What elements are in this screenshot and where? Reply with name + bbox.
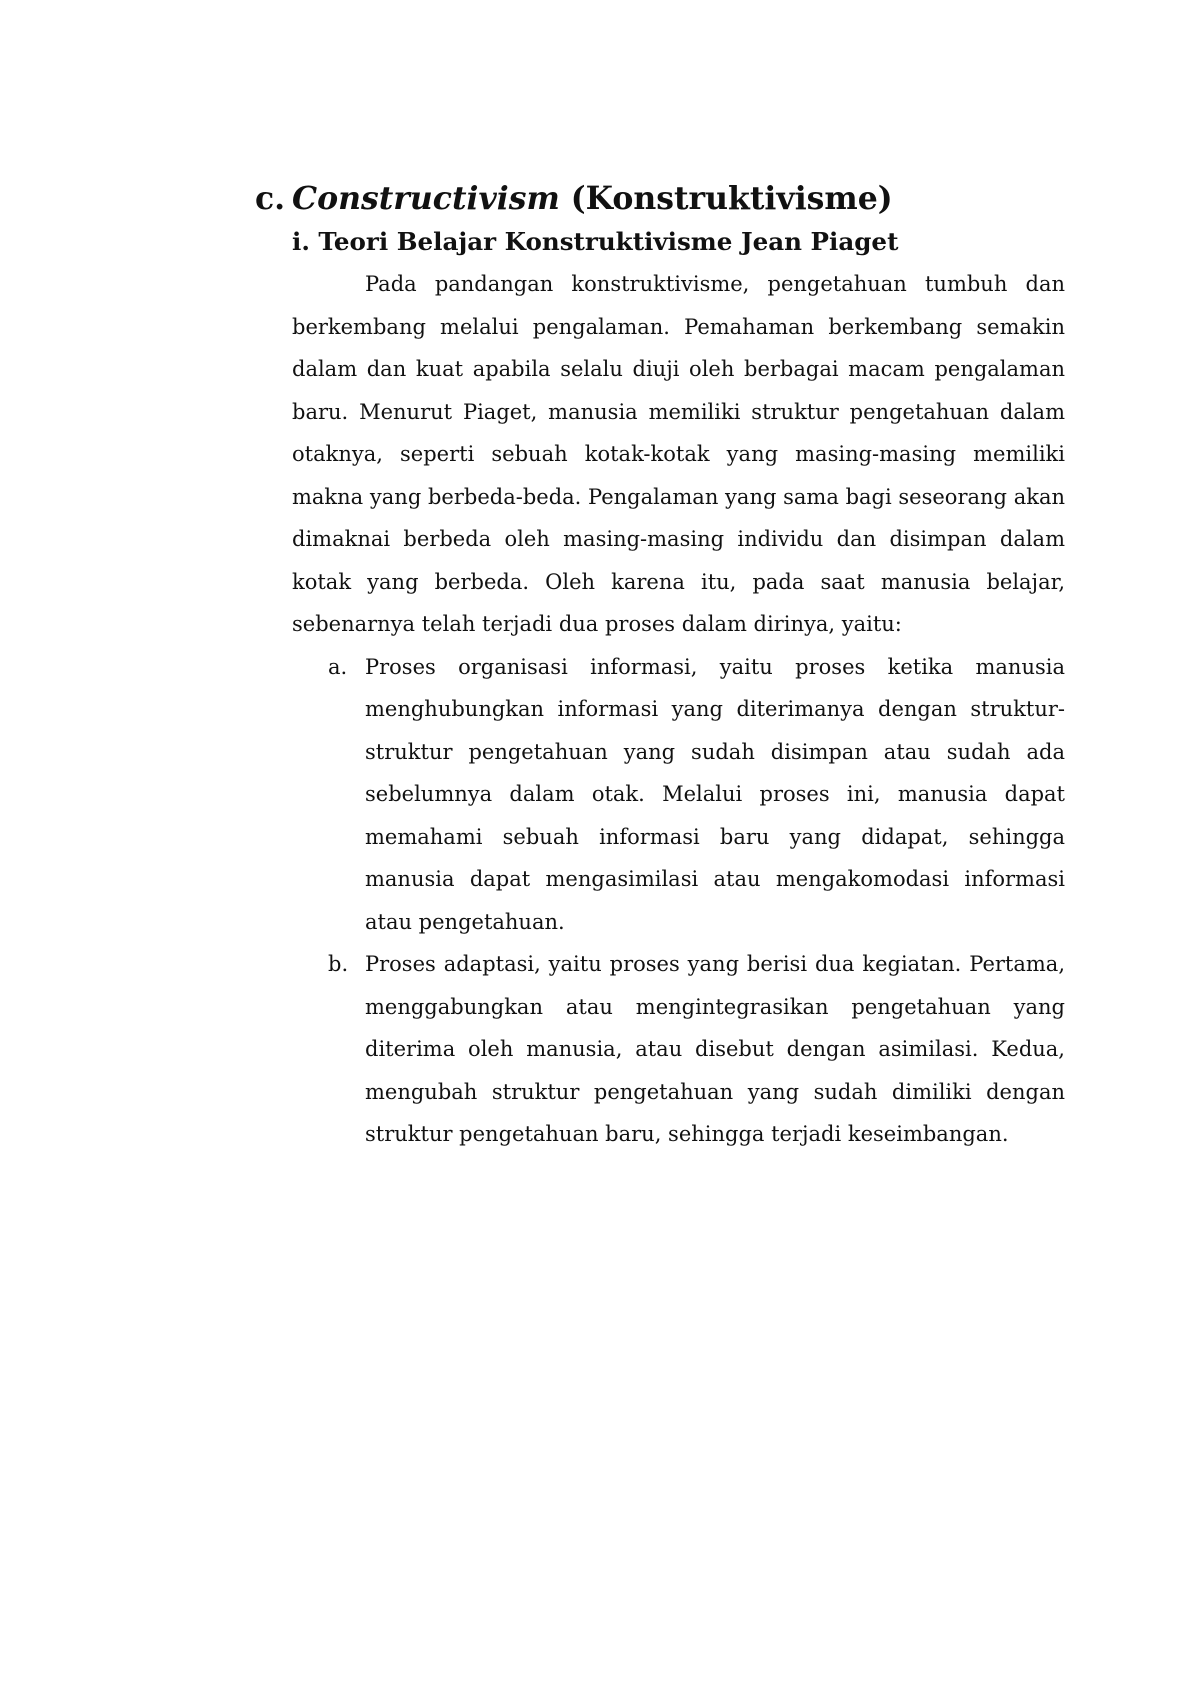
subsection-heading: i. Teori Belajar Konstruktivisme Jean Piaget — [292, 226, 899, 256]
section-heading — [255, 178, 1065, 221]
section-title-term: Constructivism — [292, 180, 560, 217]
section-marker: c. — [255, 180, 286, 217]
section-title — [292, 178, 893, 221]
process-list — [255, 646, 1065, 1156]
list-item-text: Proses adaptasi, yaitu proses yang berisi dua kegiatan. Pertama, menggabungkan atau mengintegrasikan pengetahuan yang diterima oleh manusia, atau disebut dengan asimilasi. Kedua, mengubah struktur pengetahuan yang sudah dimiliki dengan struktur pengetahuan baru, sehingga terjadi keseimbangan. — [365, 952, 1065, 1146]
list-item-marker: b. — [328, 952, 349, 976]
section-title-rest: (Konstruktivisme) — [559, 180, 893, 217]
intro-paragraph: Pada pandangan konstruktivisme, pengetahuan tumbuh dan berkembang melalui pengalaman. Pemahaman berkembang semakin dalam dan kuat apabila selalu diuji oleh berbagai macam pengalaman baru. Menurut Piaget, manusia memiliki struktur pengetahuan dalam otaknya, seperti sebuah kotak-kotak yang masing-masing memiliki makna yang berbeda-beda. Pengalaman yang sama bagi seseorang akan dimaknai berbeda oleh masing-masing individu dan disimpan dalam kotak yang berbeda. Oleh karena itu, pada saat manusia belajar, sebenarnya telah terjadi dua proses dalam dirinya, yaitu: — [292, 272, 1065, 636]
list-item-text: Proses organisasi informasi, yaitu proses ketika manusia menghubungkan informasi yang diterimanya dengan struktur-struktur pengetahuan yang sudah disimpan atau sudah ada sebelumnya dalam otak. Melalui proses ini, manusia dapat memahami sebuah informasi baru yang didapat, sehingga manusia dapat mengasimilasi atau mengakomodasi informasi atau pengetahuan. — [365, 654, 1065, 934]
list-item — [328, 646, 1065, 944]
document-body — [255, 178, 1065, 1156]
list-item — [328, 943, 1065, 1156]
list-item-marker: a. — [328, 654, 348, 679]
